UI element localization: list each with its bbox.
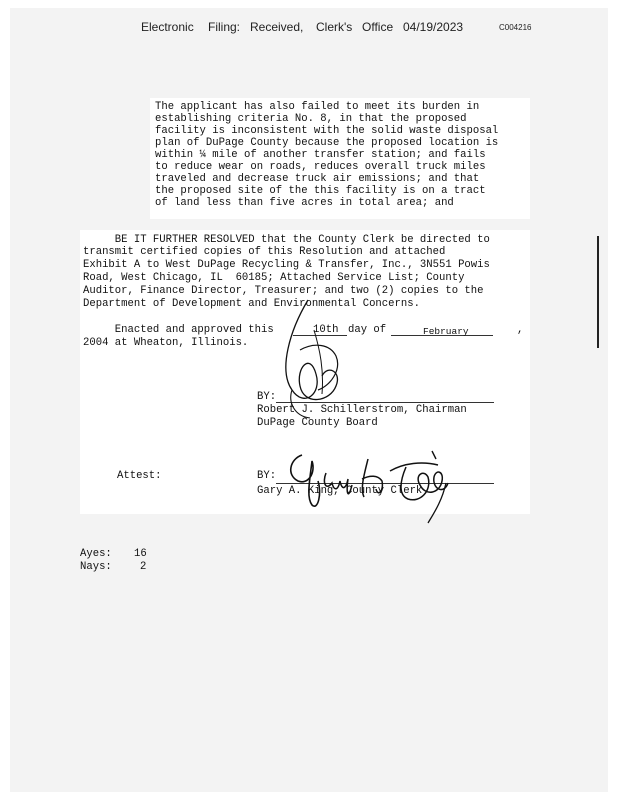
- paragraph2-line: Department of Development and Environmental Concerns.: [83, 298, 420, 310]
- paragraph1-line: establishing criteria No. 8, in that the proposed: [155, 113, 467, 125]
- paragraph1-line: plan of DuPage County because the proposed location is: [155, 137, 499, 149]
- paragraph2-line: BE IT FURTHER RESOLVED that the County Clerk be directed to: [83, 234, 490, 246]
- chairman-handwritten-signature: [270, 290, 390, 430]
- attest-label: Attest:: [117, 470, 162, 482]
- paragraph1-line: traveled and decrease truck air emissions; and that: [155, 173, 480, 185]
- enacted-suffix: ,: [517, 324, 524, 336]
- paragraph1-line: The applicant has also failed to meet its burden in: [155, 101, 480, 113]
- header-clerks: Clerk's: [316, 20, 353, 34]
- paragraph1-line: within ¼ mile of another transfer station; and fails: [155, 149, 486, 161]
- header-date: 04/19/2023: [403, 20, 464, 34]
- paragraph-criteria-8: [150, 98, 530, 219]
- paragraph2-line: transmit certified copies of this Resolution and attached: [83, 246, 446, 258]
- paragraph1-line: to reduce wear on roads, reduces overall truck miles: [155, 161, 486, 173]
- enacted-prefix: Enacted and approved this: [83, 324, 274, 336]
- scan-edge-mark: [597, 236, 599, 348]
- enacted-day: 10th: [313, 324, 339, 336]
- enacted-line2: 2004 at Wheaton, Illinois.: [83, 337, 249, 349]
- by-label-clerk: BY:: [257, 470, 277, 482]
- paragraph1-line: facility is inconsistent with the solid waste disposal: [155, 125, 499, 137]
- nays-label: Nays:: [80, 561, 112, 573]
- header-received: Received,: [250, 20, 304, 34]
- header-office: Office: [362, 20, 394, 34]
- paragraph2-line: Road, West Chicago, IL 60185; Attached Service List; County: [83, 272, 465, 284]
- paragraph1-line: the proposed site of the this facility is on a tract: [155, 185, 486, 197]
- chairman-board: DuPage County Board: [257, 417, 378, 429]
- by-label-chairman: BY:: [257, 391, 277, 403]
- paragraph2-line: Auditor, Finance Director, Treasurer; and two (2) copies to the: [83, 285, 484, 297]
- ayes-label: Ayes:: [80, 548, 112, 560]
- enacted-day-of: day of: [348, 324, 387, 336]
- clerk-name: Gary A. King, County Clerk: [257, 485, 423, 497]
- header-filing: Filing:: [208, 20, 241, 34]
- paragraph2-line: Exhibit A to West DuPage Recycling & Transfer, Inc., 3N551 Powis: [83, 259, 490, 271]
- nays-value: 2: [140, 561, 147, 573]
- header-electronic: Electronic: [141, 20, 194, 34]
- filing-stamp-header: [0, 20, 618, 38]
- ayes-value: 16: [134, 548, 147, 560]
- enacted-month: February: [423, 326, 469, 337]
- clerk-handwritten-signature: [282, 445, 462, 535]
- paragraph1-line: of land less than five acres in total area; and: [155, 197, 454, 209]
- header-code: C004216: [499, 23, 532, 32]
- chairman-name: Robert J. Schillerstrom, Chairman: [257, 404, 467, 416]
